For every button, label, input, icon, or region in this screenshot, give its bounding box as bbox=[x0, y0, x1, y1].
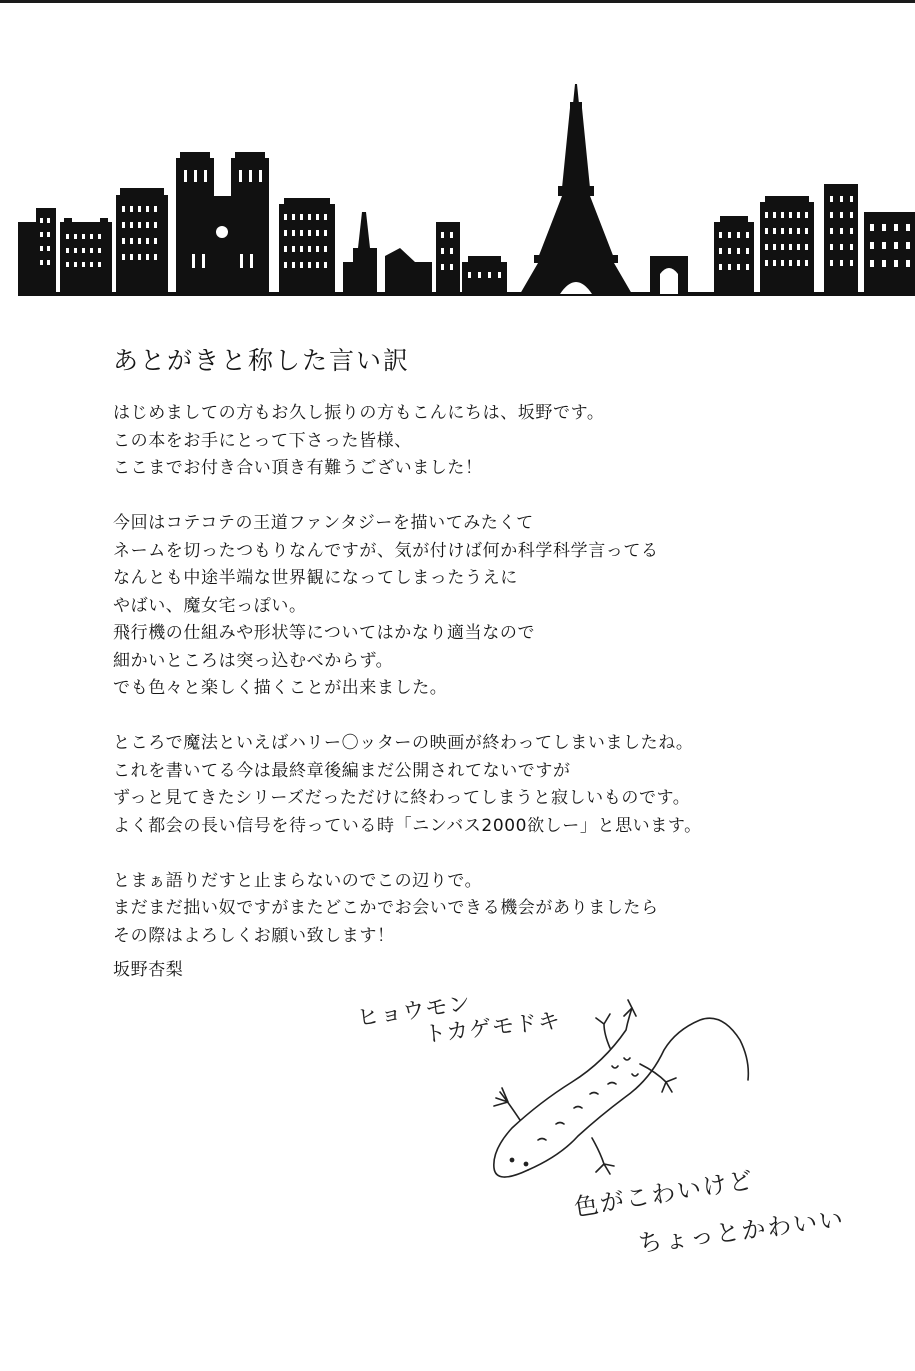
afterword-body bbox=[113, 400, 813, 950]
text-line: まだまだ拙い奴ですがまたどこかでお会いできる機会がありましたら bbox=[113, 898, 659, 918]
text-line: 飛行機の仕組みや形状等についてはかなり適当なので bbox=[113, 623, 536, 643]
handwritten-note-top-line1: ヒョウモン bbox=[355, 991, 473, 1032]
text-line: なんとも中途半端な世界観になってしまったうえに bbox=[113, 568, 518, 588]
text-line: 今回はコテコテの王道ファンタジーを描いてみたくて bbox=[113, 513, 534, 533]
handwritten-note-bottom-line1: 色がこわいけど bbox=[572, 1165, 757, 1222]
page-title: あとがきと称した言い訳 bbox=[113, 346, 411, 375]
paragraph-gap bbox=[113, 483, 813, 511]
text-line: やばい、魔女宅っぽい。 bbox=[113, 595, 307, 616]
paragraph-magic bbox=[113, 730, 813, 840]
text-line: でも色々と楽しく描くことが出来ました。 bbox=[113, 678, 448, 698]
paragraph-gap bbox=[113, 840, 813, 868]
author-signature: 坂野杏梨 bbox=[113, 960, 184, 980]
text-line: 細かいところは突っ込むべからず。 bbox=[113, 650, 394, 671]
text-line: ここまでお付き合い頂き有難うございました！ bbox=[113, 458, 483, 478]
text-line: とまぁ語りだすと止まらないのでこの辺りで。 bbox=[113, 870, 483, 891]
paragraph-story bbox=[113, 510, 813, 703]
handwritten-note-bottom-line2: ちょっとかわいい bbox=[636, 1204, 847, 1258]
text-line: この本をお手にとって下さった皆様、 bbox=[113, 430, 412, 451]
top-border-line bbox=[0, 0, 915, 3]
text-line: これを書いてる今は最終章後編まだ公開されてないですが bbox=[113, 760, 571, 781]
text-line: はじめましての方もお久し振りの方もこんにちは、坂野です。 bbox=[113, 403, 605, 423]
text-line: その際はよろしくお願い致します！ bbox=[113, 925, 395, 946]
text-line: ところで魔法といえばハリー〇ッターの映画が終わってしまいましたね。 bbox=[113, 733, 694, 753]
text-line: よく都会の長い信号を待っている時「ニンバス2000欲しー」と思います。 bbox=[113, 815, 702, 836]
paragraph-greeting bbox=[113, 400, 813, 483]
text-line: ネームを切ったつもりなんですが、気が付けば何か科学科学言ってる bbox=[113, 540, 659, 561]
handwritten-note-top-line2: トカゲモドキ bbox=[422, 1008, 563, 1048]
text-line: ずっと見てきたシリーズだっただけに終わってしまうと寂しいものです。 bbox=[113, 788, 691, 808]
paragraph-closing bbox=[113, 868, 813, 951]
paragraph-gap bbox=[113, 703, 813, 731]
paris-skyline-icon bbox=[0, 70, 915, 300]
